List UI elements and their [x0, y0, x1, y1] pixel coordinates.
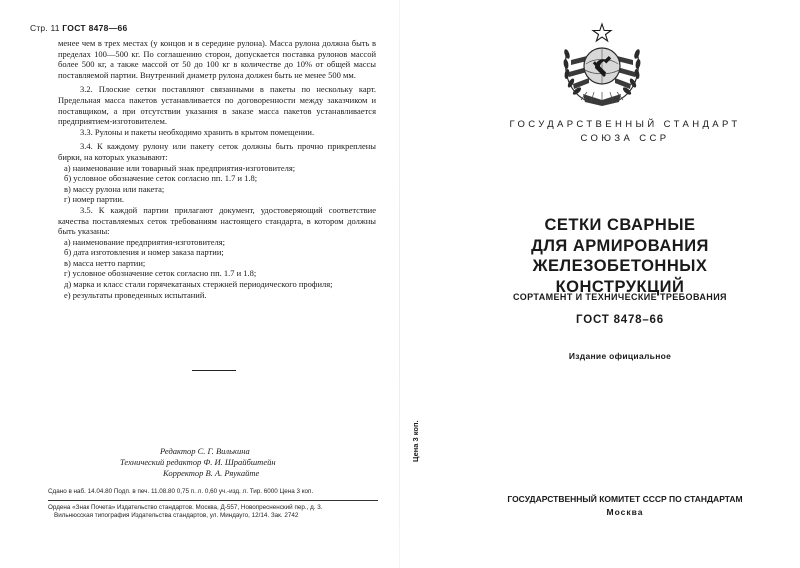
imprint-block — [48, 488, 378, 521]
paragraph-33: 3.3. Рулоны и пакеты необходимо хранить в крытом помещении. — [80, 126, 315, 137]
end-divider — [192, 370, 236, 371]
list-item: а) наименование предприятия-изготовителя; — [64, 236, 225, 247]
committee-name: ГОСУДАРСТВЕННЫЙ КОМИТЕТ СССР ПО СТАНДАРТАМ — [507, 494, 743, 504]
paragraph-35: 3.5. К каждой партии прилагают документ, удостоверяющий соответствие качества поставляемых сеток требованиям настоящего стандарта, в котором должны быть указаны: — [58, 204, 376, 237]
list-item: б) условное обозначение сеток согласно пп. 1.7 и 1.8; — [64, 173, 258, 184]
page-header — [30, 23, 128, 33]
ussr-state-emblem-icon — [557, 20, 647, 108]
paragraph-34: 3.4. К каждому рулону или пакету сеток должны быть прочно прикреплены бирки, на которых указывают: — [58, 141, 376, 162]
tech-editor-credit: Технический редактор Ф. И. Шрайбштейн — [120, 457, 276, 467]
header-gost: ГОСТ 8478—66 — [62, 23, 128, 33]
publisher-block — [480, 493, 770, 519]
list-item: е) результаты проведенных испытаний. — [64, 289, 207, 300]
imprint-publisher: Ордена «Знак Почета» Издательство стандартов. Москва, Д-557, Новопресненский пер., д. 3. — [48, 503, 323, 511]
document-title-line3: КОНСТРУКЦИЙ — [555, 277, 685, 296]
credits-block — [120, 446, 320, 479]
paragraph-32: 3.2. Плоские сетки поставляют связанными в пакеты по нескольку карт. Предельная масса пакетов устанавливается по договоренности между заказчиком и поставщиком, а при отсутствии указания в заказе масса пакетов устанавливается предприятием-изготовителем. — [58, 84, 376, 127]
list-item: г) номер партии. — [64, 194, 125, 205]
list-item: а) наименование или товарный знак предприятия-изготовителя; — [64, 162, 296, 173]
standard-title-line2: СОЮЗА ССР — [580, 133, 670, 144]
imprint-divider — [48, 500, 378, 501]
editor-credit: Редактор С. Г. Вилькина — [160, 446, 250, 456]
document-subtitle: СОРТАМЕНТ И ТЕХНИЧЕСКИЕ ТРЕБОВАНИЯ — [513, 292, 727, 302]
list-item: в) массу рулона или пакета; — [64, 183, 165, 194]
edition-note: Издание официальное — [568, 351, 672, 361]
body-text — [58, 38, 376, 300]
standard-title — [480, 118, 770, 146]
imprint-print-data: Сдано в наб. 14.04.80 Подп. в печ. 11.08.80 0,75 п. л. 0,60 уч.-изд. л. Тир. 6000 Цена 3 коп. — [48, 488, 314, 495]
imprint-printer: Вильнюсская типография Издательства стандартов, ул. Миндауго, 12/14. Зак. 2742 — [54, 512, 299, 520]
list-item: б) дата изготовления и номер заказа партии; — [64, 247, 224, 258]
standard-title-line1: ГОСУДАРСТВЕННЫЙ СТАНДАРТ — [509, 119, 741, 130]
list-item: г) условное обозначение сеток согласно пп. 1.7 и 1.8; — [64, 268, 257, 279]
proofreader-credit: Корректор В. А. Ряукайте — [163, 468, 260, 478]
list-item: в) масса нетто партии; — [64, 257, 146, 268]
right-page-cover — [400, 0, 800, 568]
publisher-city: Москва — [606, 507, 644, 517]
price-label: Цена 3 коп. — [411, 420, 420, 462]
list-item: д) марка и класс стали горячекатаных стержней периодического профиля; — [64, 279, 333, 290]
document-title — [490, 215, 750, 297]
document-title-line2: ДЛЯ АРМИРОВАНИЯ ЖЕЛЕЗОБЕТОННЫХ — [531, 236, 709, 275]
page-label: Стр. 11 — [30, 23, 60, 33]
paragraph-31-cont: менее чем в трех местах (у концов и в середине рулона). Масса рулона должна быть в пределах 100—500 кг. По соглашению сторон, допускается поставка рулонов массой более 500 кг, а также массой от 50 до 100 кг в количестве до 10% от общей массы поставляемой партии. Внутренний диаметр рулона должен быть не менее 500 мм. — [58, 38, 376, 80]
gost-number: ГОСТ 8478–66 — [576, 314, 664, 326]
document-title-line1: СЕТКИ СВАРНЫЕ — [544, 216, 696, 234]
